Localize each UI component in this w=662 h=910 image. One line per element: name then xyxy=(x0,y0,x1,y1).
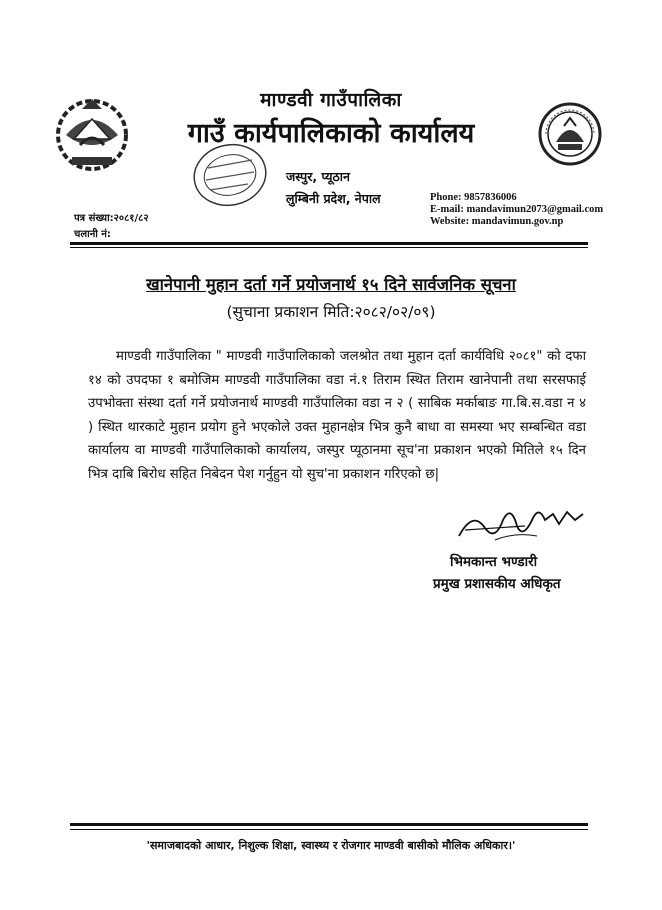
footer-divider-thin xyxy=(70,829,588,830)
website-url: Website: mandavimun.gov.np xyxy=(430,216,564,227)
signatory-name: भिमकान्त भण्डारी xyxy=(450,554,538,570)
header-divider-thin xyxy=(70,247,588,248)
signature-mark xyxy=(455,490,590,550)
email-address: E-mail: mandavimun2073@gmail.com xyxy=(430,204,604,215)
notice-body: माण्डवी गाउँपालिका " माण्डवी गाउँपालिकाको जलश्रोत तथा मुहान दर्ता कार्यविधि २०८१" को दफा १४ को उपदफा १ बमोजिम माण्डवी गाउँपालिका वडा नं.१ तिराम स्थित तिराम खानेपानी तथा सरसफाई उपभोक्ता संस्था दर्ता गर्ने प्रयोजनार्थ माण्डवी गाउँपालिका वडा न २ ( साबिक मर्काबाङ गा.बि.स.वडा न ४ ) स्थित थारकाटे मुहान प्रयोग हुने भएकोले उक्त मुहानक्षेत्र भित्र कुनै बाधा वा समस्या भए सम्बन्धित वडा कार्यालय वा माण्डवी गाउँपालिकाको कार्यालय, जस्पुर प्यूठानमा सूच'ना प्रकाशन भएको मितिले १५ दिन भित्र दाबि बिरोध सहित निबेदन पेश गर्नुहुन यो सुच'ना प्रकाशन गरिएको छ| xyxy=(88,349,586,482)
office-stamp xyxy=(190,140,270,210)
address-city: जस्पुर, प्यूठान xyxy=(286,169,350,184)
address-province: लुम्बिनी प्रदेश, नेपाल xyxy=(286,191,381,206)
notice-published-date: (सुचाना प्रकाशन मिति:२०८२/०२/०९) xyxy=(226,303,436,321)
dispatch-number: चलानी नं: xyxy=(74,229,111,240)
signatory-title: प्रमुख प्रशासकीय अधिकृत xyxy=(433,576,561,592)
footer-motto: 'समाजबादको आधार, निशुल्क शिक्षा, स्वास्थ्य र रोजगार माण्डवी बासीको मौलिक अधिकार।' xyxy=(146,839,516,852)
letter-number: पत्र संख्या:२०८१/८२ xyxy=(74,213,149,224)
header-divider xyxy=(70,242,588,245)
phone-number: Phone: 9857836006 xyxy=(430,192,517,203)
footer-divider xyxy=(70,823,588,826)
notice-title: खानेपानी मुहान दर्ता गर्ने प्रयोजनार्थ १५ दिने सार्वजनिक सूचना xyxy=(146,275,516,294)
office-name: गाउँ कार्यपालिकाको कार्यालय xyxy=(187,118,475,149)
municipality-name: माण्डवी गाउँपालिका xyxy=(260,89,402,111)
